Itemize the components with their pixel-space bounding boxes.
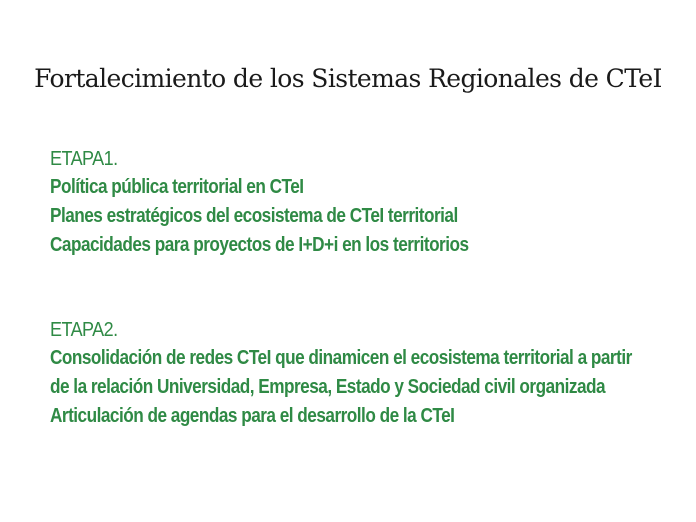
- stage-1-heading: ETAPA1.: [50, 148, 118, 170]
- stage-2-section: [50, 319, 670, 431]
- stage-1-item: Política pública territorial en CTeI: [50, 176, 304, 198]
- stage-2-item: Consolidación de redes CTeI que dinamicen el ecosistema territorial a partir: [50, 347, 632, 369]
- stage-2-heading: ETAPA2.: [50, 319, 118, 341]
- stage-2-item: de la relación Universidad, Empresa, Estado y Sociedad civil organizada: [50, 376, 606, 398]
- stage-2-item: Articulación de agendas para el desarrollo de la CTeI: [50, 405, 455, 427]
- stage-1-item: Capacidades para proyectos de I+D+i en los territorios: [50, 234, 469, 256]
- slide-title: Fortalecimiento de los Sistemas Regionales de CTeI: [34, 64, 662, 93]
- stage-1-section: [50, 148, 670, 260]
- stage-1-item: Planes estratégicos del ecosistema de CTeI territorial: [50, 205, 458, 227]
